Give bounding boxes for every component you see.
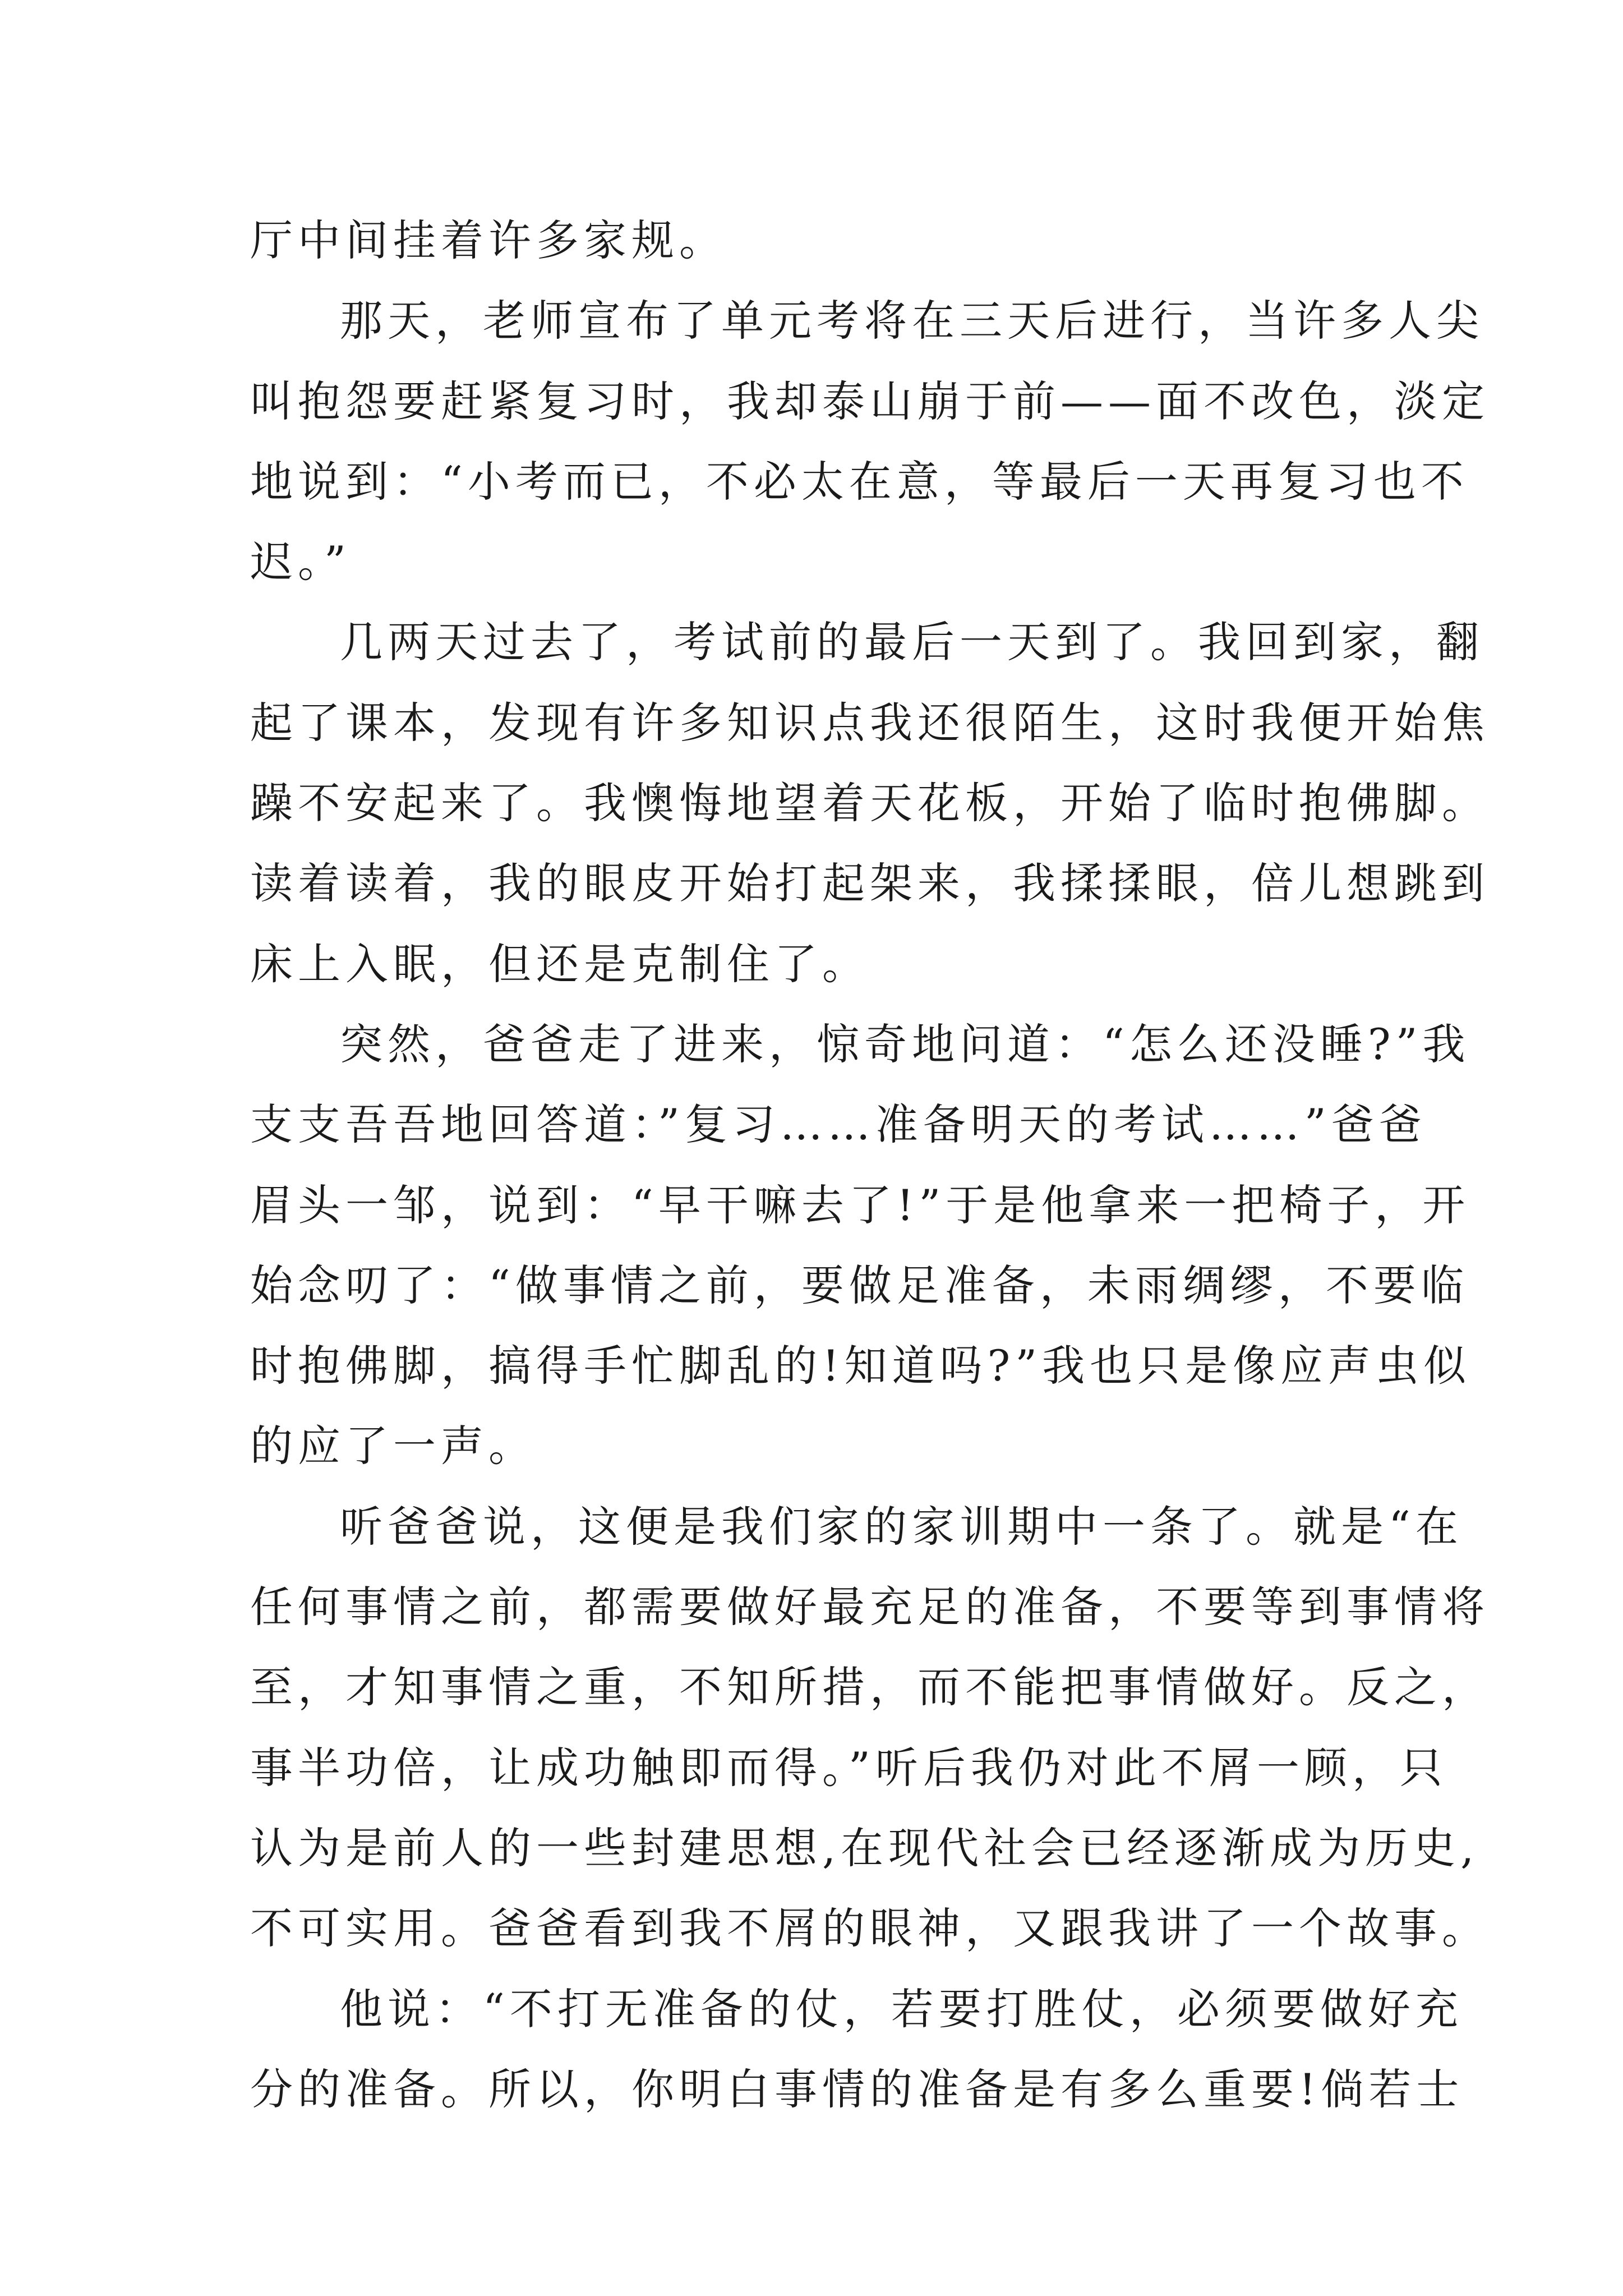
text-line: 任何事情之前，都需要做好最充足的准备，不要等到事情将 xyxy=(250,1582,1490,1632)
text-line: 迟。” xyxy=(250,537,351,587)
text-line: 起了课本，发现有许多知识点我还很陌生，这时我便开始焦 xyxy=(250,697,1490,748)
paragraph-start-line: 几两天过去了，考试前的最后一天到了。我回到家，翻 xyxy=(340,617,1484,668)
text-line: 读着读着，我的眼皮开始打起架来，我揉揉眼，倍儿想跳到 xyxy=(250,858,1490,909)
text-line: 事半功倍，让成功触即而得。”听后我仍对此不屑一顾，只 xyxy=(250,1742,1447,1793)
text-line: 躁不安起来了。我懊悔地望着天花板，开始了临时抱佛脚。 xyxy=(250,778,1490,829)
text-line: 分的准备。所以，你明白事情的准备是有多么重要!倘若士 xyxy=(250,2064,1464,2114)
body-text xyxy=(250,200,1490,2129)
text-line: 始念叨了：“做事情之前，要做足准备，未雨绸缪，不要临 xyxy=(250,1260,1469,1310)
text-line: 眉头一邹，说到：“早干嘛去了!”于是他拿来一把椅子，开 xyxy=(250,1180,1470,1230)
text-line: 的应了一声。 xyxy=(250,1421,536,1471)
text-line: 至，才知事情之重，不知所措，而不能把事情做好。反之， xyxy=(250,1662,1490,1713)
paragraph-start-line: 他说：“不打无准备的仗，若要打胜仗，必须要做好充 xyxy=(340,1984,1463,2034)
text-line: 床上入眠，但还是克制住了。 xyxy=(250,938,870,989)
text-line: 时抱佛脚，搞得手忙脚乱的!知道吗?”我也只是像应声虫似 xyxy=(250,1341,1472,1391)
text-line: 不可实用。爸爸看到我不屑的眼神，又跟我讲了一个故事。 xyxy=(250,1903,1490,1954)
paragraph-start-line: 那天，老师宣布了单元考将在三天后进行，当许多人尖 xyxy=(340,296,1484,346)
text-line: 厅中间挂着许多家规。 xyxy=(250,215,727,265)
text-line: 叫抱怨要赶紧复习时，我却泰山崩于前——面不改色，淡定 xyxy=(250,376,1490,426)
text-line: 地说到：“小考而已，不必太在意，等最后一天再复习也不 xyxy=(250,456,1469,507)
paragraph-start-line: 突然，爸爸走了进来，惊奇地问道：“怎么还没睡?”我 xyxy=(340,1019,1470,1069)
paragraph-start-line: 听爸爸说，这便是我们家的家训期中一条了。就是“在 xyxy=(340,1501,1463,1552)
text-line: 支支吾吾地回答道：”复习……准备明天的考试……”爸爸 xyxy=(250,1099,1427,1150)
text-line: 认为是前人的一些封建思想,在现代社会已经逐渐成为历史, xyxy=(250,1823,1479,1873)
